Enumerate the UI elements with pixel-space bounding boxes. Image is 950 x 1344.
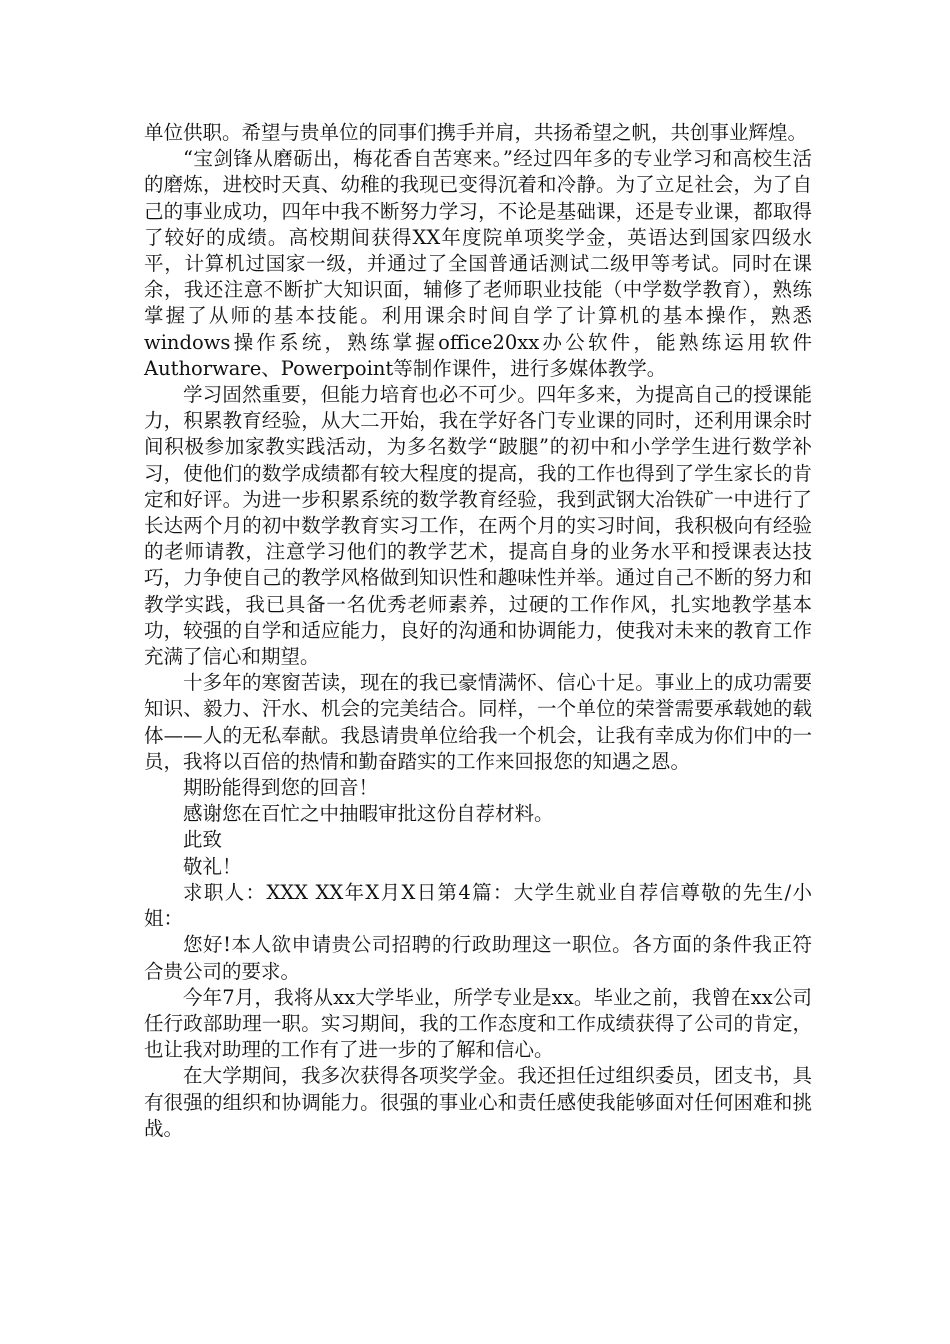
paragraph-university: 在大学期间，我多次获得各项奖学金。我还担任过组织委员，团支书，具有很强的组织和协调能力。很强的事业心和责任感使我能够面对任何困难和挑战。 [144, 1064, 812, 1140]
paragraph-greeting: 您好!本人欲申请贵公司招聘的行政助理这一职位。各方面的条件我正符合贵公司的要求。 [144, 933, 812, 983]
paragraph-request: 十多年的寒窗苦读，现在的我已豪情满怀、信心十足。事业上的成功需要知识、毅力、汗水、机会的完美结合。同样，一个单位的荣誉需要承载她的载体——人的无私奉献。我恳请贵单位给我一个机会，让我有幸成为你们中的一员，我将以百倍的热情和勤奋踏实的工作来回报您的知遇之恩。 [144, 671, 812, 773]
paragraph-internship: 今年7月，我将从xx大学毕业，所学专业是xx。毕业之前，我曾在xx公司任行政部助理一职。实习期间，我的工作态度和工作成绩获得了公司的肯定，也让我对助理的工作有了进一步的了解和信心。 [144, 985, 812, 1062]
document-page [144, 120, 812, 1142]
paragraph-continuation: 单位供职。希望与贵单位的同事们携手并肩，共扬希望之帆，共创事业辉煌。 [144, 121, 808, 144]
paragraph-ability-training: 学习固然重要，但能力培育也必不可少。四年多来，为提高自己的授课能力，积累教育经验，从大二开始，我在学好各门专业课的同时，还利用课余时间积极参加家教实践活动，为多名数学“跛腿”的初中和小学学生进行数学补习，使他们的数学成绩都有较大程度的提高，我的工作也得到了学生家长的肯定和好评。为进一步积累系统的数学教育经验，我到武钢大冶铁矿一中进行了长达两个月的初中数学教育实习工作，在两个月的实习时间，我积极向有经验的老师请教，注意学习他们的教学艺术，提高自身的业务水平和授课表达技巧，力争使自己的教学风格做到知识性和趣味性并举。通过自己不断的努力和教学实践，我已具备一名优秀老师素养，过硬的工作作风，扎实地教学基本功，较强的自学和适应能力，良好的沟通和协调能力，使我对未来的教育工作充满了信心和期望。 [144, 383, 812, 669]
paragraph-signature-heading: 求职人：XXX XX年X月X日第4篇：大学生就业自荐信尊敬的先生/小姐： [144, 880, 812, 931]
paragraph-closing: 此致 [183, 828, 223, 852]
paragraph-hope-reply: 期盼能得到您的回音！ [183, 776, 379, 800]
paragraph-salute: 敬礼！ [183, 854, 242, 878]
paragraph-thanks: 感谢您在百忙之中抽暇审批这份自荐材料。 [183, 802, 554, 826]
paragraph-study-experience: “宝剑锋从磨砺出，梅花香自苦寒来。”经过四年多的专业学习和高校生活的磨炼，进校时天真、幼稚的我现已变得沉着和冷静。为了立足社会，为了自己的事业成功，四年中我不断努力学习，不论是基础课，还是专业课，都取得了较好的成绩。高校期间获得XX年度院单项奖学金，英语达到国家四级水平，计算机过国家一级，并通过了全国普通话测试二级甲等考试。同时在课余，我还注意不断扩大知识面，辅修了老师职业技能（中学数学教育），熟练掌握了从师的基本技能。利用课余时间自学了计算机的基本操作，熟悉windows操作系统，熟练掌握office20xx办公软件，能熟练运用软件Authorware、Powerpoint等制作课件，进行多媒体教学。 [144, 147, 812, 380]
